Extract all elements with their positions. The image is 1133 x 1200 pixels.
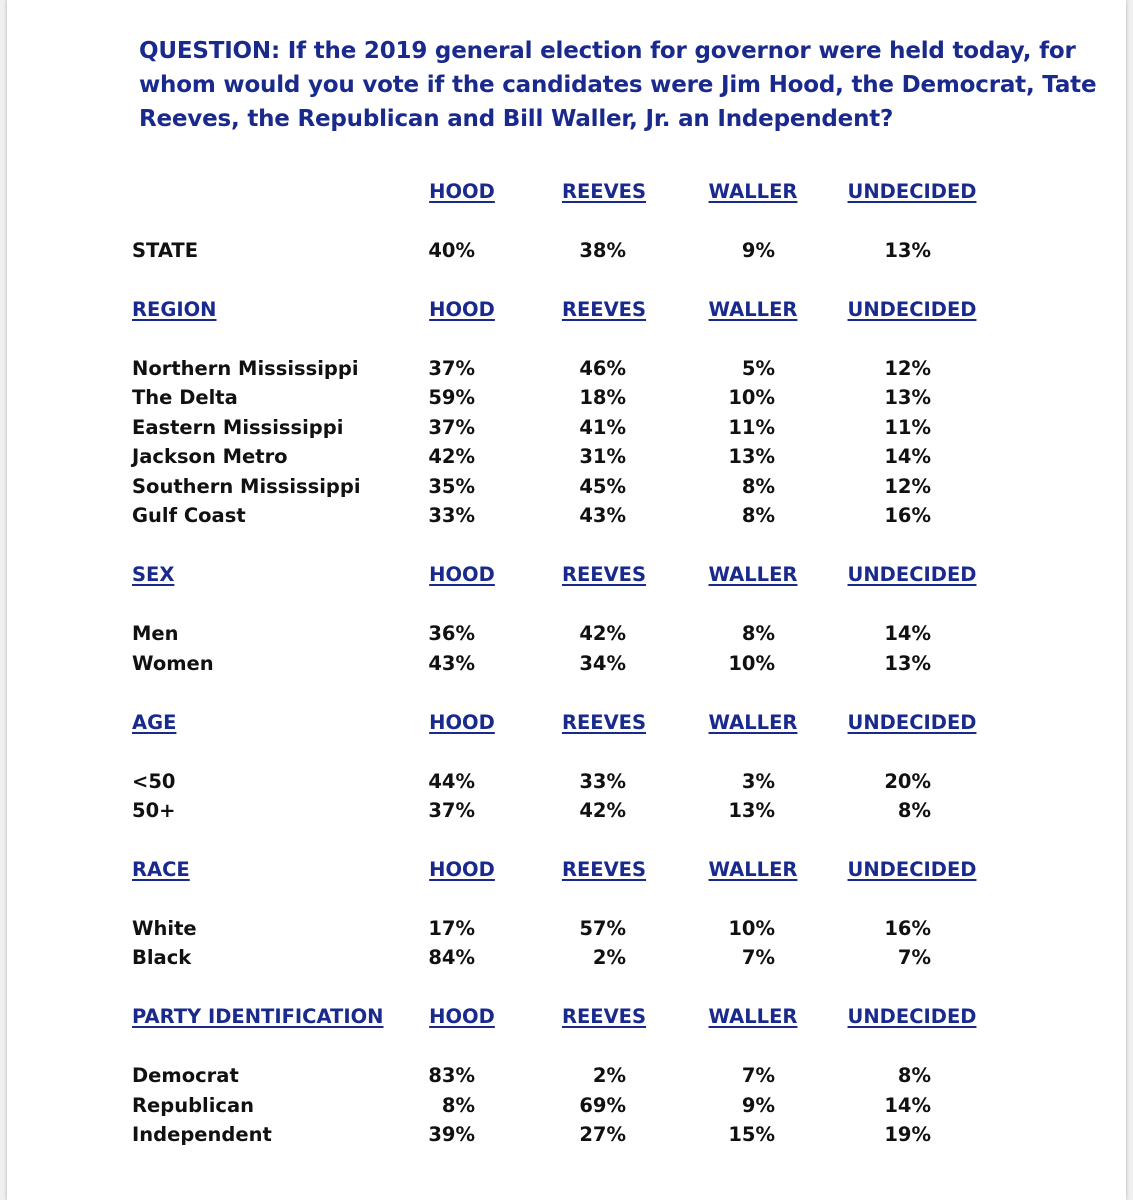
waller-value: 10% bbox=[728, 652, 775, 675]
column-header-reeves: REEVES bbox=[561, 563, 647, 586]
column-header-undecided: UNDECIDED bbox=[847, 298, 977, 321]
table-row bbox=[7, 914, 1126, 943]
undecided-value: 14% bbox=[884, 622, 931, 645]
column-header-undecided: UNDECIDED bbox=[847, 180, 977, 203]
reeves-value: 27% bbox=[579, 1123, 626, 1146]
hood-value: 36% bbox=[428, 622, 475, 645]
table-row bbox=[7, 619, 1126, 648]
undecided-value: 19% bbox=[884, 1123, 931, 1146]
waller-value: 8% bbox=[741, 475, 775, 498]
hood-value: 37% bbox=[428, 799, 475, 822]
waller-value: 7% bbox=[741, 1064, 775, 1087]
column-header-hood: HOOD bbox=[429, 298, 495, 321]
row-label: Democrat bbox=[132, 1064, 239, 1087]
reeves-value: 33% bbox=[579, 770, 626, 793]
reeves-value: 2% bbox=[592, 946, 626, 969]
question-text: QUESTION: If the 2019 general election for governor were held today, for whom would you vote if the candidates were Jim Hood, the Democrat, Tate Reeves, the Republican and Bill Waller, Jr. an Independent? bbox=[139, 38, 1097, 132]
column-header-reeves: REEVES bbox=[561, 1005, 647, 1028]
column-header-waller: WALLER bbox=[708, 1005, 798, 1028]
column-header-waller: WALLER bbox=[708, 711, 798, 734]
undecided-value: 12% bbox=[884, 475, 931, 498]
section-header-region bbox=[7, 295, 1126, 324]
waller-value: 3% bbox=[741, 770, 775, 793]
hood-value: 44% bbox=[428, 770, 475, 793]
table-row bbox=[7, 383, 1126, 412]
waller-value: 7% bbox=[741, 946, 775, 969]
column-header-undecided: UNDECIDED bbox=[847, 1005, 977, 1028]
row-label: STATE bbox=[132, 239, 199, 262]
section-title: PARTY IDENTIFICATION bbox=[132, 1005, 384, 1028]
reeves-value: 43% bbox=[579, 504, 626, 527]
column-header-hood: HOOD bbox=[429, 180, 495, 203]
section-header-party-identification bbox=[7, 1002, 1126, 1031]
undecided-value: 14% bbox=[884, 445, 931, 468]
waller-value: 5% bbox=[741, 357, 775, 380]
waller-value: 15% bbox=[728, 1123, 775, 1146]
reeves-value: 42% bbox=[579, 799, 626, 822]
row-label: <50 bbox=[132, 770, 176, 793]
hood-value: 35% bbox=[428, 475, 475, 498]
hood-value: 39% bbox=[428, 1123, 475, 1146]
waller-value: 13% bbox=[728, 445, 775, 468]
row-label: Jackson Metro bbox=[132, 445, 288, 468]
table-row bbox=[7, 501, 1126, 530]
table-header-row bbox=[7, 177, 1126, 206]
column-header-hood: HOOD bbox=[429, 563, 495, 586]
column-header-waller: WALLER bbox=[708, 298, 798, 321]
section-title: REGION bbox=[132, 298, 217, 321]
undecided-value: 13% bbox=[884, 386, 931, 409]
column-header-hood: HOOD bbox=[429, 711, 495, 734]
reeves-value: 2% bbox=[592, 1064, 626, 1087]
reeves-value: 57% bbox=[579, 917, 626, 940]
undecided-value: 12% bbox=[884, 357, 931, 380]
reeves-value: 41% bbox=[579, 416, 626, 439]
table-row bbox=[7, 1091, 1126, 1120]
row-label: Women bbox=[132, 652, 214, 675]
hood-value: 42% bbox=[428, 445, 475, 468]
table-row bbox=[7, 767, 1126, 796]
column-header-undecided: UNDECIDED bbox=[847, 711, 977, 734]
waller-value: 9% bbox=[741, 1094, 775, 1117]
hood-value: 84% bbox=[428, 946, 475, 969]
column-header-waller: WALLER bbox=[708, 858, 798, 881]
hood-value: 43% bbox=[428, 652, 475, 675]
row-label: The Delta bbox=[132, 386, 238, 409]
reeves-value: 18% bbox=[579, 386, 626, 409]
reeves-value: 69% bbox=[579, 1094, 626, 1117]
waller-value: 10% bbox=[728, 917, 775, 940]
waller-value: 9% bbox=[741, 239, 775, 262]
table-row bbox=[7, 1061, 1126, 1090]
row-label: Republican bbox=[132, 1094, 255, 1117]
waller-value: 8% bbox=[741, 504, 775, 527]
column-header-waller: WALLER bbox=[708, 563, 798, 586]
table-row bbox=[7, 649, 1126, 678]
column-header-reeves: REEVES bbox=[561, 858, 647, 881]
hood-value: 37% bbox=[428, 416, 475, 439]
undecided-value: 11% bbox=[884, 416, 931, 439]
undecided-value: 8% bbox=[897, 1064, 931, 1087]
undecided-value: 20% bbox=[884, 770, 931, 793]
hood-value: 37% bbox=[428, 357, 475, 380]
column-header-undecided: UNDECIDED bbox=[847, 563, 977, 586]
table-row bbox=[7, 442, 1126, 471]
undecided-value: 8% bbox=[897, 799, 931, 822]
table-row bbox=[7, 236, 1126, 265]
undecided-value: 16% bbox=[884, 504, 931, 527]
section-title: RACE bbox=[132, 858, 190, 881]
reeves-value: 45% bbox=[579, 475, 626, 498]
reeves-value: 38% bbox=[579, 239, 626, 262]
row-label: Black bbox=[132, 946, 192, 969]
hood-value: 40% bbox=[428, 239, 475, 262]
section-title: SEX bbox=[132, 563, 175, 586]
waller-value: 10% bbox=[728, 386, 775, 409]
waller-value: 13% bbox=[728, 799, 775, 822]
reeves-value: 31% bbox=[579, 445, 626, 468]
column-header-waller: WALLER bbox=[708, 180, 798, 203]
row-label: Northern Mississippi bbox=[132, 357, 359, 380]
undecided-value: 13% bbox=[884, 652, 931, 675]
undecided-value: 13% bbox=[884, 239, 931, 262]
table-row bbox=[7, 472, 1126, 501]
section-title: AGE bbox=[132, 711, 177, 734]
document-page bbox=[7, 0, 1126, 1200]
section-header-race bbox=[7, 855, 1126, 884]
row-label: Independent bbox=[132, 1123, 272, 1146]
table-row bbox=[7, 413, 1126, 442]
column-header-reeves: REEVES bbox=[561, 298, 647, 321]
row-label: Eastern Mississippi bbox=[132, 416, 344, 439]
row-label: Men bbox=[132, 622, 179, 645]
table-row bbox=[7, 943, 1126, 972]
column-header-reeves: REEVES bbox=[561, 711, 647, 734]
column-header-hood: HOOD bbox=[429, 858, 495, 881]
reeves-value: 42% bbox=[579, 622, 626, 645]
row-label: White bbox=[132, 917, 197, 940]
reeves-value: 34% bbox=[579, 652, 626, 675]
row-label: Gulf Coast bbox=[132, 504, 246, 527]
waller-value: 8% bbox=[741, 622, 775, 645]
table-row bbox=[7, 1120, 1126, 1149]
undecided-value: 16% bbox=[884, 917, 931, 940]
row-label: 50+ bbox=[132, 799, 176, 822]
table-row bbox=[7, 354, 1126, 383]
hood-value: 17% bbox=[428, 917, 475, 940]
table-row bbox=[7, 796, 1126, 825]
hood-value: 8% bbox=[441, 1094, 475, 1117]
column-header-reeves: REEVES bbox=[561, 180, 647, 203]
undecided-value: 7% bbox=[897, 946, 931, 969]
column-header-undecided: UNDECIDED bbox=[847, 858, 977, 881]
hood-value: 33% bbox=[428, 504, 475, 527]
undecided-value: 14% bbox=[884, 1094, 931, 1117]
hood-value: 59% bbox=[428, 386, 475, 409]
section-header-sex bbox=[7, 560, 1126, 589]
row-label: Southern Mississippi bbox=[132, 475, 361, 498]
column-header-hood: HOOD bbox=[429, 1005, 495, 1028]
reeves-value: 46% bbox=[579, 357, 626, 380]
hood-value: 83% bbox=[428, 1064, 475, 1087]
section-header-age bbox=[7, 708, 1126, 737]
waller-value: 11% bbox=[728, 416, 775, 439]
